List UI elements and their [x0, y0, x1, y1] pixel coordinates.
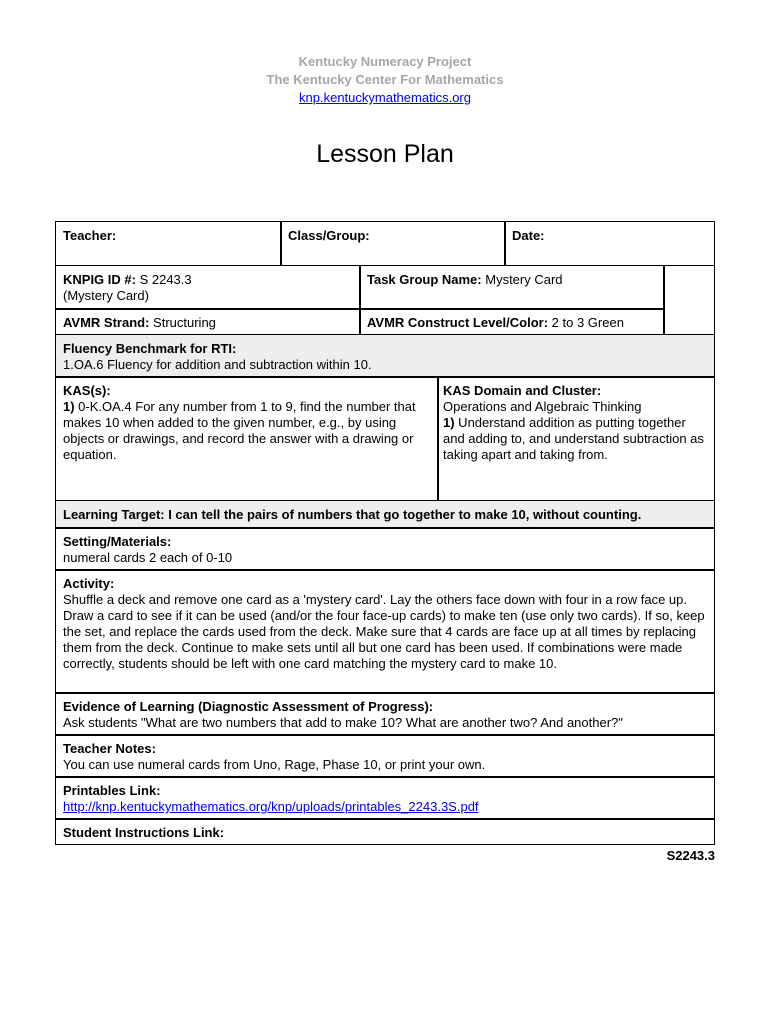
- class-group-label: Class/Group:: [288, 228, 370, 243]
- knpig-value: S 2243.3: [135, 272, 192, 287]
- setting-value: numeral cards 2 each of 0-10: [63, 550, 233, 565]
- date-label: Date:: [512, 228, 545, 243]
- knpig-subtitle: (Mystery Card): [63, 288, 149, 303]
- header-center: The Kentucky Center For Mathematics: [266, 72, 504, 87]
- avmr-construct-value: 2 to 3 Green: [548, 315, 624, 330]
- activity-cell: [55, 569, 715, 694]
- date-cell: [504, 221, 715, 266]
- kas-domain-text: Understand addition as putting together and adding to, and understand subtraction as taking apart and taking from.: [443, 415, 704, 462]
- kas-domain-line1: Operations and Algebraic Thinking: [443, 399, 642, 414]
- task-group-value: Mystery Card: [481, 272, 563, 287]
- knpig-label: KNPIG ID #:: [63, 272, 136, 287]
- setting-cell: [55, 527, 715, 571]
- fluency-label: Fluency Benchmark for RTI:: [63, 341, 237, 356]
- task-group-label: Task Group Name:: [367, 272, 482, 287]
- class-group-cell: [280, 221, 506, 266]
- page-title: Lesson Plan: [316, 140, 454, 168]
- kas-domain-number: 1): [443, 415, 455, 430]
- kas-label: KAS(s):: [63, 383, 111, 398]
- learning-target: Learning Target: I can tell the pairs of numbers that go together to make 10, without counting.: [63, 507, 642, 522]
- teacher-cell: [55, 221, 282, 266]
- kas-domain-label: KAS Domain and Cluster:: [443, 383, 602, 398]
- evidence-value: Ask students "What are two numbers that add to make 10? What are another two? And another?": [63, 715, 623, 730]
- kas-number: 1): [63, 399, 75, 414]
- teacher-notes-label: Teacher Notes:: [63, 741, 156, 756]
- knpig-cell: [55, 265, 361, 310]
- header-org: Kentucky Numeracy Project: [298, 54, 472, 69]
- kas-cell: [55, 376, 439, 502]
- printables-link[interactable]: http://knp.kentuckymathematics.org/knp/uploads/printables_2243.3S.pdf: [63, 799, 479, 814]
- kas-domain-cell: [437, 376, 715, 502]
- teacher-notes-value: You can use numeral cards from Uno, Rage, Phase 10, or print your own.: [63, 757, 486, 772]
- fluency-value: 1.OA.6 Fluency for addition and subtraction within 10.: [63, 357, 372, 372]
- fluency-cell: [55, 334, 715, 378]
- learning-target-cell: [55, 500, 715, 529]
- student-instructions-label: Student Instructions Link:: [63, 825, 225, 840]
- task-group-cell: [359, 265, 665, 310]
- avmr-construct-label: AVMR Construct Level/Color:: [367, 315, 549, 330]
- avmr-strand-label: AVMR Strand:: [63, 315, 150, 330]
- evidence-label: Evidence of Learning (Diagnostic Assessment of Progress):: [63, 699, 434, 714]
- activity-value: Shuffle a deck and remove one card as a 'mystery card'. Lay the others face down with four in a row face up. Draw a card to see if it can be used (and/or the four face-up cards) to make ten (use only two cards). If so, keep the set, and replace the cards used from the deck. Make sure that 4 cards are face up at all times by replacing them from the deck. Continue to make sets until all but one card has been used. If combinations were made correctly, students should be left with one card matching the mystery card to make 10.: [63, 592, 705, 671]
- evidence-cell: [55, 692, 715, 736]
- avmr-strand-value: Structuring: [149, 315, 216, 330]
- teacher-notes-cell: [55, 734, 715, 778]
- setting-label: Setting/Materials:: [63, 534, 172, 549]
- teacher-label: Teacher:: [63, 228, 117, 243]
- activity-label: Activity:: [63, 576, 115, 591]
- header-website-link[interactable]: knp.kentuckymathematics.org: [299, 90, 471, 105]
- avmr-strand-cell: [55, 308, 361, 336]
- printables-cell: [55, 776, 715, 820]
- corner-cell: [663, 265, 715, 336]
- student-instructions-cell: [55, 818, 715, 845]
- avmr-construct-cell: [359, 308, 665, 336]
- printables-label: Printables Link:: [63, 783, 161, 798]
- footer-code: S2243.3: [666, 848, 715, 863]
- kas-text: 0-K.OA.4 For any number from 1 to 9, find the number that makes 10 when added to the given number, e.g., by using objects or drawings, and record the answer with a drawing or equation.: [63, 399, 416, 462]
